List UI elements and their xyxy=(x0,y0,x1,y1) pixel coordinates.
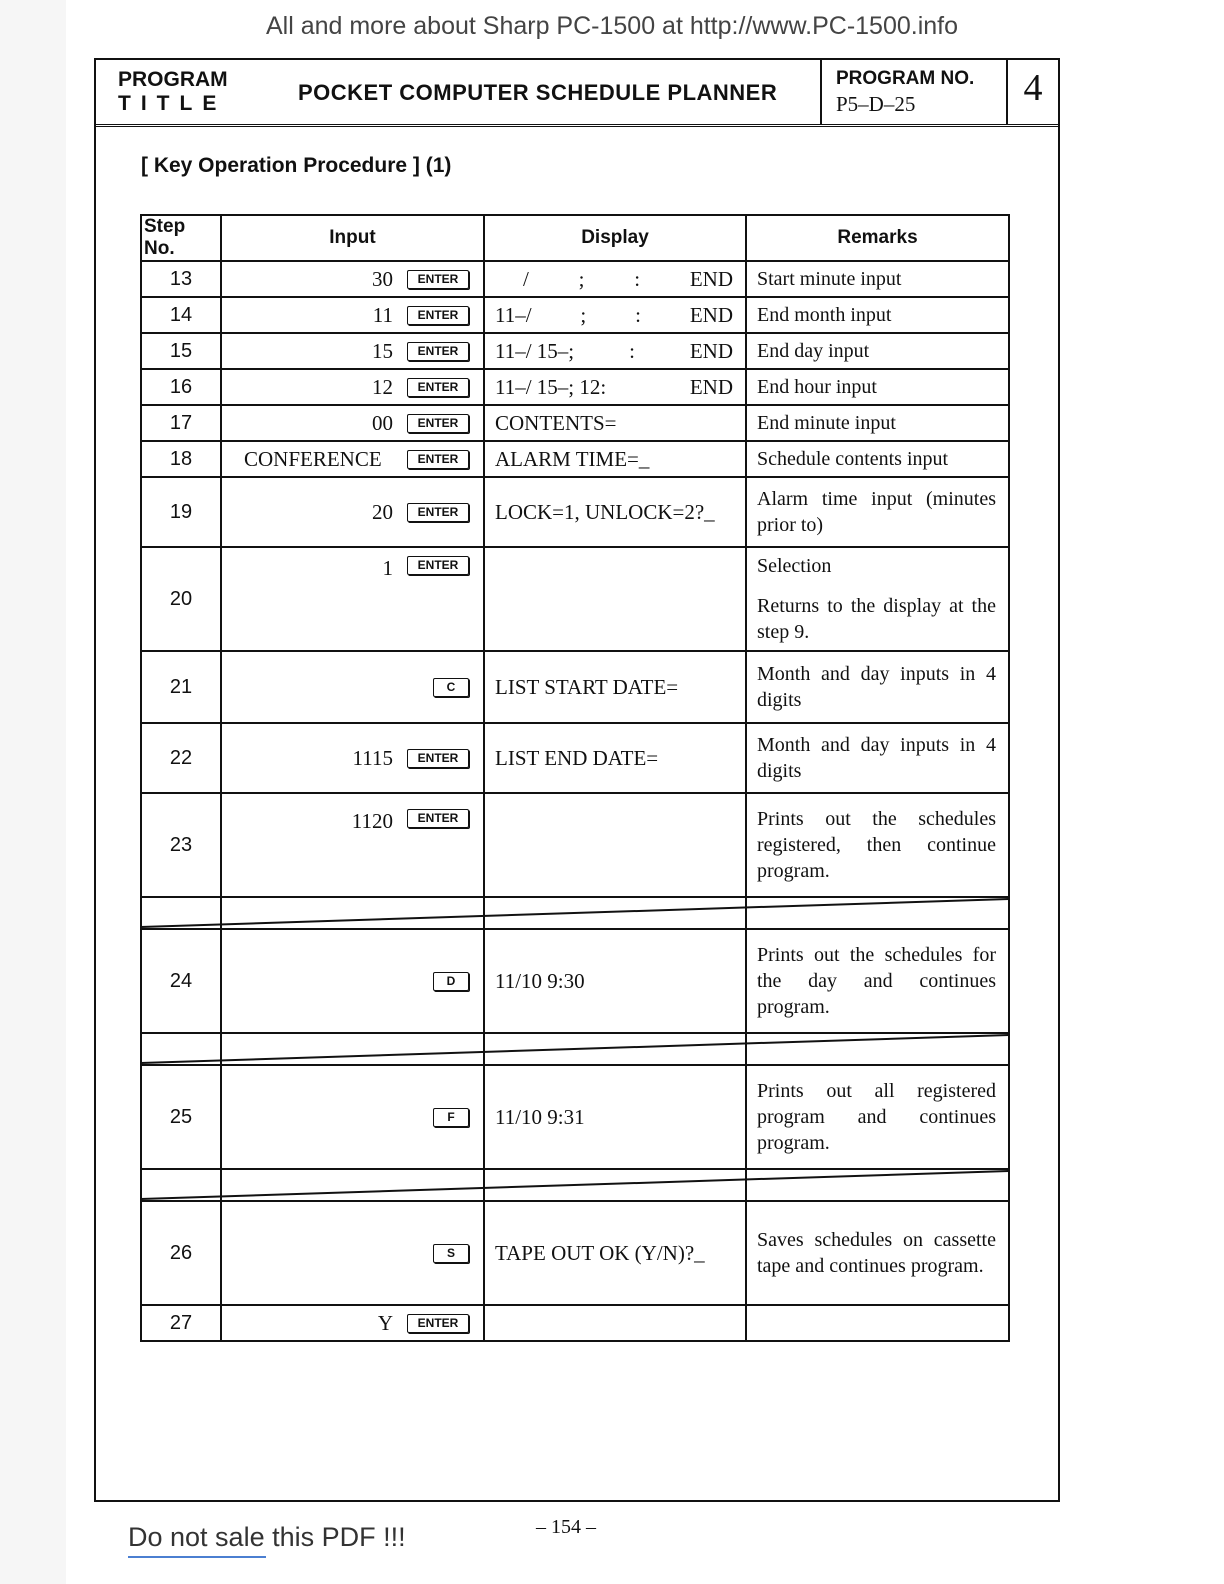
step-number: 22 xyxy=(141,723,221,793)
title-label: TITLE xyxy=(118,92,227,115)
step-number: 18 xyxy=(141,441,221,477)
table-row xyxy=(141,297,1009,333)
enter-key-icon: ENTER xyxy=(407,450,469,469)
display-cell xyxy=(484,369,746,405)
display-text: 11/10 9:31 xyxy=(495,1104,585,1129)
remarks-text: End hour input xyxy=(757,376,877,398)
input-cell xyxy=(221,547,484,651)
step-number: 16 xyxy=(141,369,221,405)
input-cell xyxy=(221,1201,484,1305)
remarks-cell xyxy=(746,405,1009,441)
input-value: 1115 xyxy=(352,745,393,770)
display-text: END xyxy=(689,374,733,399)
enter-key-icon: ENTER xyxy=(407,342,469,361)
display-text: : xyxy=(635,302,641,327)
table-row xyxy=(141,929,1009,1033)
f-key-icon: F xyxy=(433,1108,469,1127)
program-title: POCKET COMPUTER SCHEDULE PLANNER xyxy=(298,80,778,105)
input-value: 1120 xyxy=(351,809,393,833)
display-cell xyxy=(484,261,746,297)
step-number: 14 xyxy=(141,297,221,333)
input-cell xyxy=(221,477,484,547)
remarks-spacer xyxy=(757,579,996,593)
section-title: [ Key Operation Procedure ] (1) xyxy=(141,154,452,177)
display-text: : xyxy=(634,266,641,291)
step-number: 24 xyxy=(141,929,221,1033)
display-cell xyxy=(484,441,746,477)
enter-key-icon: ENTER xyxy=(407,378,469,397)
remarks-text: Selection xyxy=(757,555,832,577)
display-cell xyxy=(484,297,746,333)
remarks-cell xyxy=(746,1305,1009,1341)
display-text: ; xyxy=(578,266,585,291)
gap-cell xyxy=(221,897,484,929)
display-cell xyxy=(484,1201,746,1305)
display-text: END xyxy=(689,338,733,363)
input-cell xyxy=(221,651,484,723)
remarks-cell xyxy=(746,929,1009,1033)
enter-key-icon: ENTER xyxy=(407,1314,469,1333)
display-cell xyxy=(484,929,746,1033)
input-cell xyxy=(221,369,484,405)
source-banner: All and more about Sharp PC-1500 at http://www.PC-1500.info xyxy=(265,12,959,40)
remarks-text: Month and day inputs in 4 digits xyxy=(757,663,996,711)
input-value: 30 xyxy=(372,266,393,291)
table-row xyxy=(141,651,1009,723)
c-key-icon: C xyxy=(433,678,469,697)
table-row xyxy=(141,793,1009,897)
gap-cell xyxy=(221,1169,484,1201)
page-tab: 4 xyxy=(1023,67,1043,109)
program-label: PROGRAM xyxy=(118,68,228,91)
program-no: P5–D–25 xyxy=(836,92,916,116)
remarks-cell xyxy=(746,793,1009,897)
input-cell xyxy=(221,793,484,897)
remarks-cell xyxy=(746,1065,1009,1169)
remarks-text: Saves schedules on cassette tape and continues program. xyxy=(757,1229,996,1277)
table-header-row xyxy=(141,215,1009,261)
step-number: 25 xyxy=(141,1065,221,1169)
display-cell xyxy=(484,1305,746,1341)
enter-key-icon: ENTER xyxy=(407,749,469,768)
display-text: END xyxy=(689,266,733,291)
remarks-text: End day input xyxy=(757,340,870,362)
display-text: ALARM TIME=_ xyxy=(495,446,650,471)
remarks-cell xyxy=(746,477,1009,547)
table-row xyxy=(141,1201,1009,1305)
remarks-text: Start minute input xyxy=(757,268,902,290)
table-row xyxy=(141,405,1009,441)
remarks-text: Prints out the schedules registered, then continue program. xyxy=(757,808,996,882)
remarks-text: Prints out all registered program and continues program. xyxy=(757,1080,996,1154)
remarks-text: End month input xyxy=(757,304,892,326)
display-cell xyxy=(484,477,746,547)
table-row xyxy=(141,1305,1009,1341)
step-number: 23 xyxy=(141,793,221,897)
table-row xyxy=(141,547,1009,651)
table-row xyxy=(141,261,1009,297)
table-row xyxy=(141,723,1009,793)
header-divider xyxy=(820,58,822,124)
column-header: Input xyxy=(221,215,484,261)
display-text: LIST START DATE= xyxy=(495,674,679,699)
display-text: CONTENTS= xyxy=(495,410,617,435)
program-header xyxy=(94,58,1058,127)
enter-key-icon: ENTER xyxy=(407,556,469,575)
display-cell xyxy=(484,723,746,793)
remarks-cell xyxy=(746,297,1009,333)
input-value: 12 xyxy=(372,374,393,399)
input-value: 20 xyxy=(372,499,393,524)
display-text: LOCK=1, UNLOCK=2?_ xyxy=(495,499,715,524)
table-row xyxy=(141,477,1009,547)
footer-notice: Do not sale this PDF !!! xyxy=(128,1522,406,1552)
input-cell xyxy=(221,929,484,1033)
input-cell xyxy=(221,1065,484,1169)
column-header: Step No. xyxy=(141,215,221,261)
step-number: 13 xyxy=(141,261,221,297)
key-operation-table xyxy=(140,214,1010,1342)
step-number: 20 xyxy=(141,547,221,651)
s-key-icon: S xyxy=(433,1244,469,1263)
input-cell xyxy=(221,1305,484,1341)
remarks-text: End minute input xyxy=(757,412,896,434)
display-text: / xyxy=(523,266,529,291)
footer-underline xyxy=(128,1556,266,1558)
enter-key-icon: ENTER xyxy=(407,809,469,828)
step-number: 27 xyxy=(141,1305,221,1341)
table-row xyxy=(141,1065,1009,1169)
input-value: CONFERENCE xyxy=(244,446,382,471)
input-value: 00 xyxy=(372,410,393,435)
remarks-cell xyxy=(746,441,1009,477)
page-number: – 154 – xyxy=(536,1516,596,1538)
gap-cell xyxy=(221,1033,484,1065)
input-cell xyxy=(221,723,484,793)
program-no-label: PROGRAM NO. xyxy=(836,68,975,89)
step-number: 17 xyxy=(141,405,221,441)
enter-key-icon: ENTER xyxy=(407,414,469,433)
display-cell xyxy=(484,405,746,441)
remarks-cell xyxy=(746,651,1009,723)
display-text: ; xyxy=(580,302,587,327)
step-number: 21 xyxy=(141,651,221,723)
input-cell xyxy=(221,405,484,441)
remarks-text: Prints out the schedules for the day and continues program. xyxy=(757,944,996,1018)
remarks-cell xyxy=(746,333,1009,369)
display-text: 11–/ 15–; xyxy=(495,338,575,363)
step-number: 19 xyxy=(141,477,221,547)
input-cell xyxy=(221,333,484,369)
input-value: 11 xyxy=(372,302,393,327)
display-cell xyxy=(484,1065,746,1169)
input-cell xyxy=(221,297,484,333)
remarks-text: Schedule contents input xyxy=(757,448,949,470)
remarks-cell xyxy=(746,1201,1009,1305)
remarks-text: Alarm time input (minutes prior to) xyxy=(757,488,996,536)
remarks-cell xyxy=(746,547,1009,651)
display-text: 11/10 9:30 xyxy=(495,968,585,993)
table-row xyxy=(141,333,1009,369)
enter-key-icon: ENTER xyxy=(407,270,469,289)
remarks-cell xyxy=(746,723,1009,793)
display-text: 11–/ xyxy=(495,302,532,327)
display-text: LIST END DATE= xyxy=(495,745,659,770)
enter-key-icon: ENTER xyxy=(407,503,469,522)
display-cell xyxy=(484,547,746,651)
display-text: TAPE OUT OK (Y/N)?_ xyxy=(495,1240,705,1265)
enter-key-icon: ENTER xyxy=(407,306,469,325)
input-value: Y xyxy=(377,1310,393,1335)
display-text: 11–/ 15–; 12: xyxy=(495,374,607,399)
step-number: 26 xyxy=(141,1201,221,1305)
remarks-cell xyxy=(746,261,1009,297)
d-key-icon: D xyxy=(433,972,469,991)
column-header: Remarks xyxy=(746,215,1009,261)
display-text: END xyxy=(689,302,733,327)
display-cell xyxy=(484,651,746,723)
step-number: 15 xyxy=(141,333,221,369)
remarks-text: Month and day inputs in 4 digits xyxy=(757,734,996,782)
input-value: 1 xyxy=(382,556,393,580)
display-cell xyxy=(484,333,746,369)
input-cell xyxy=(221,441,484,477)
remarks-text: Returns to the display at the step 9. xyxy=(757,595,996,643)
column-header: Display xyxy=(484,215,746,261)
table-row xyxy=(141,441,1009,477)
display-cell xyxy=(484,793,746,897)
display-text: : xyxy=(629,338,635,363)
remarks-cell xyxy=(746,369,1009,405)
table-row xyxy=(141,369,1009,405)
input-value: 15 xyxy=(372,338,393,363)
input-cell xyxy=(221,261,484,297)
scan-margin xyxy=(0,0,66,1584)
